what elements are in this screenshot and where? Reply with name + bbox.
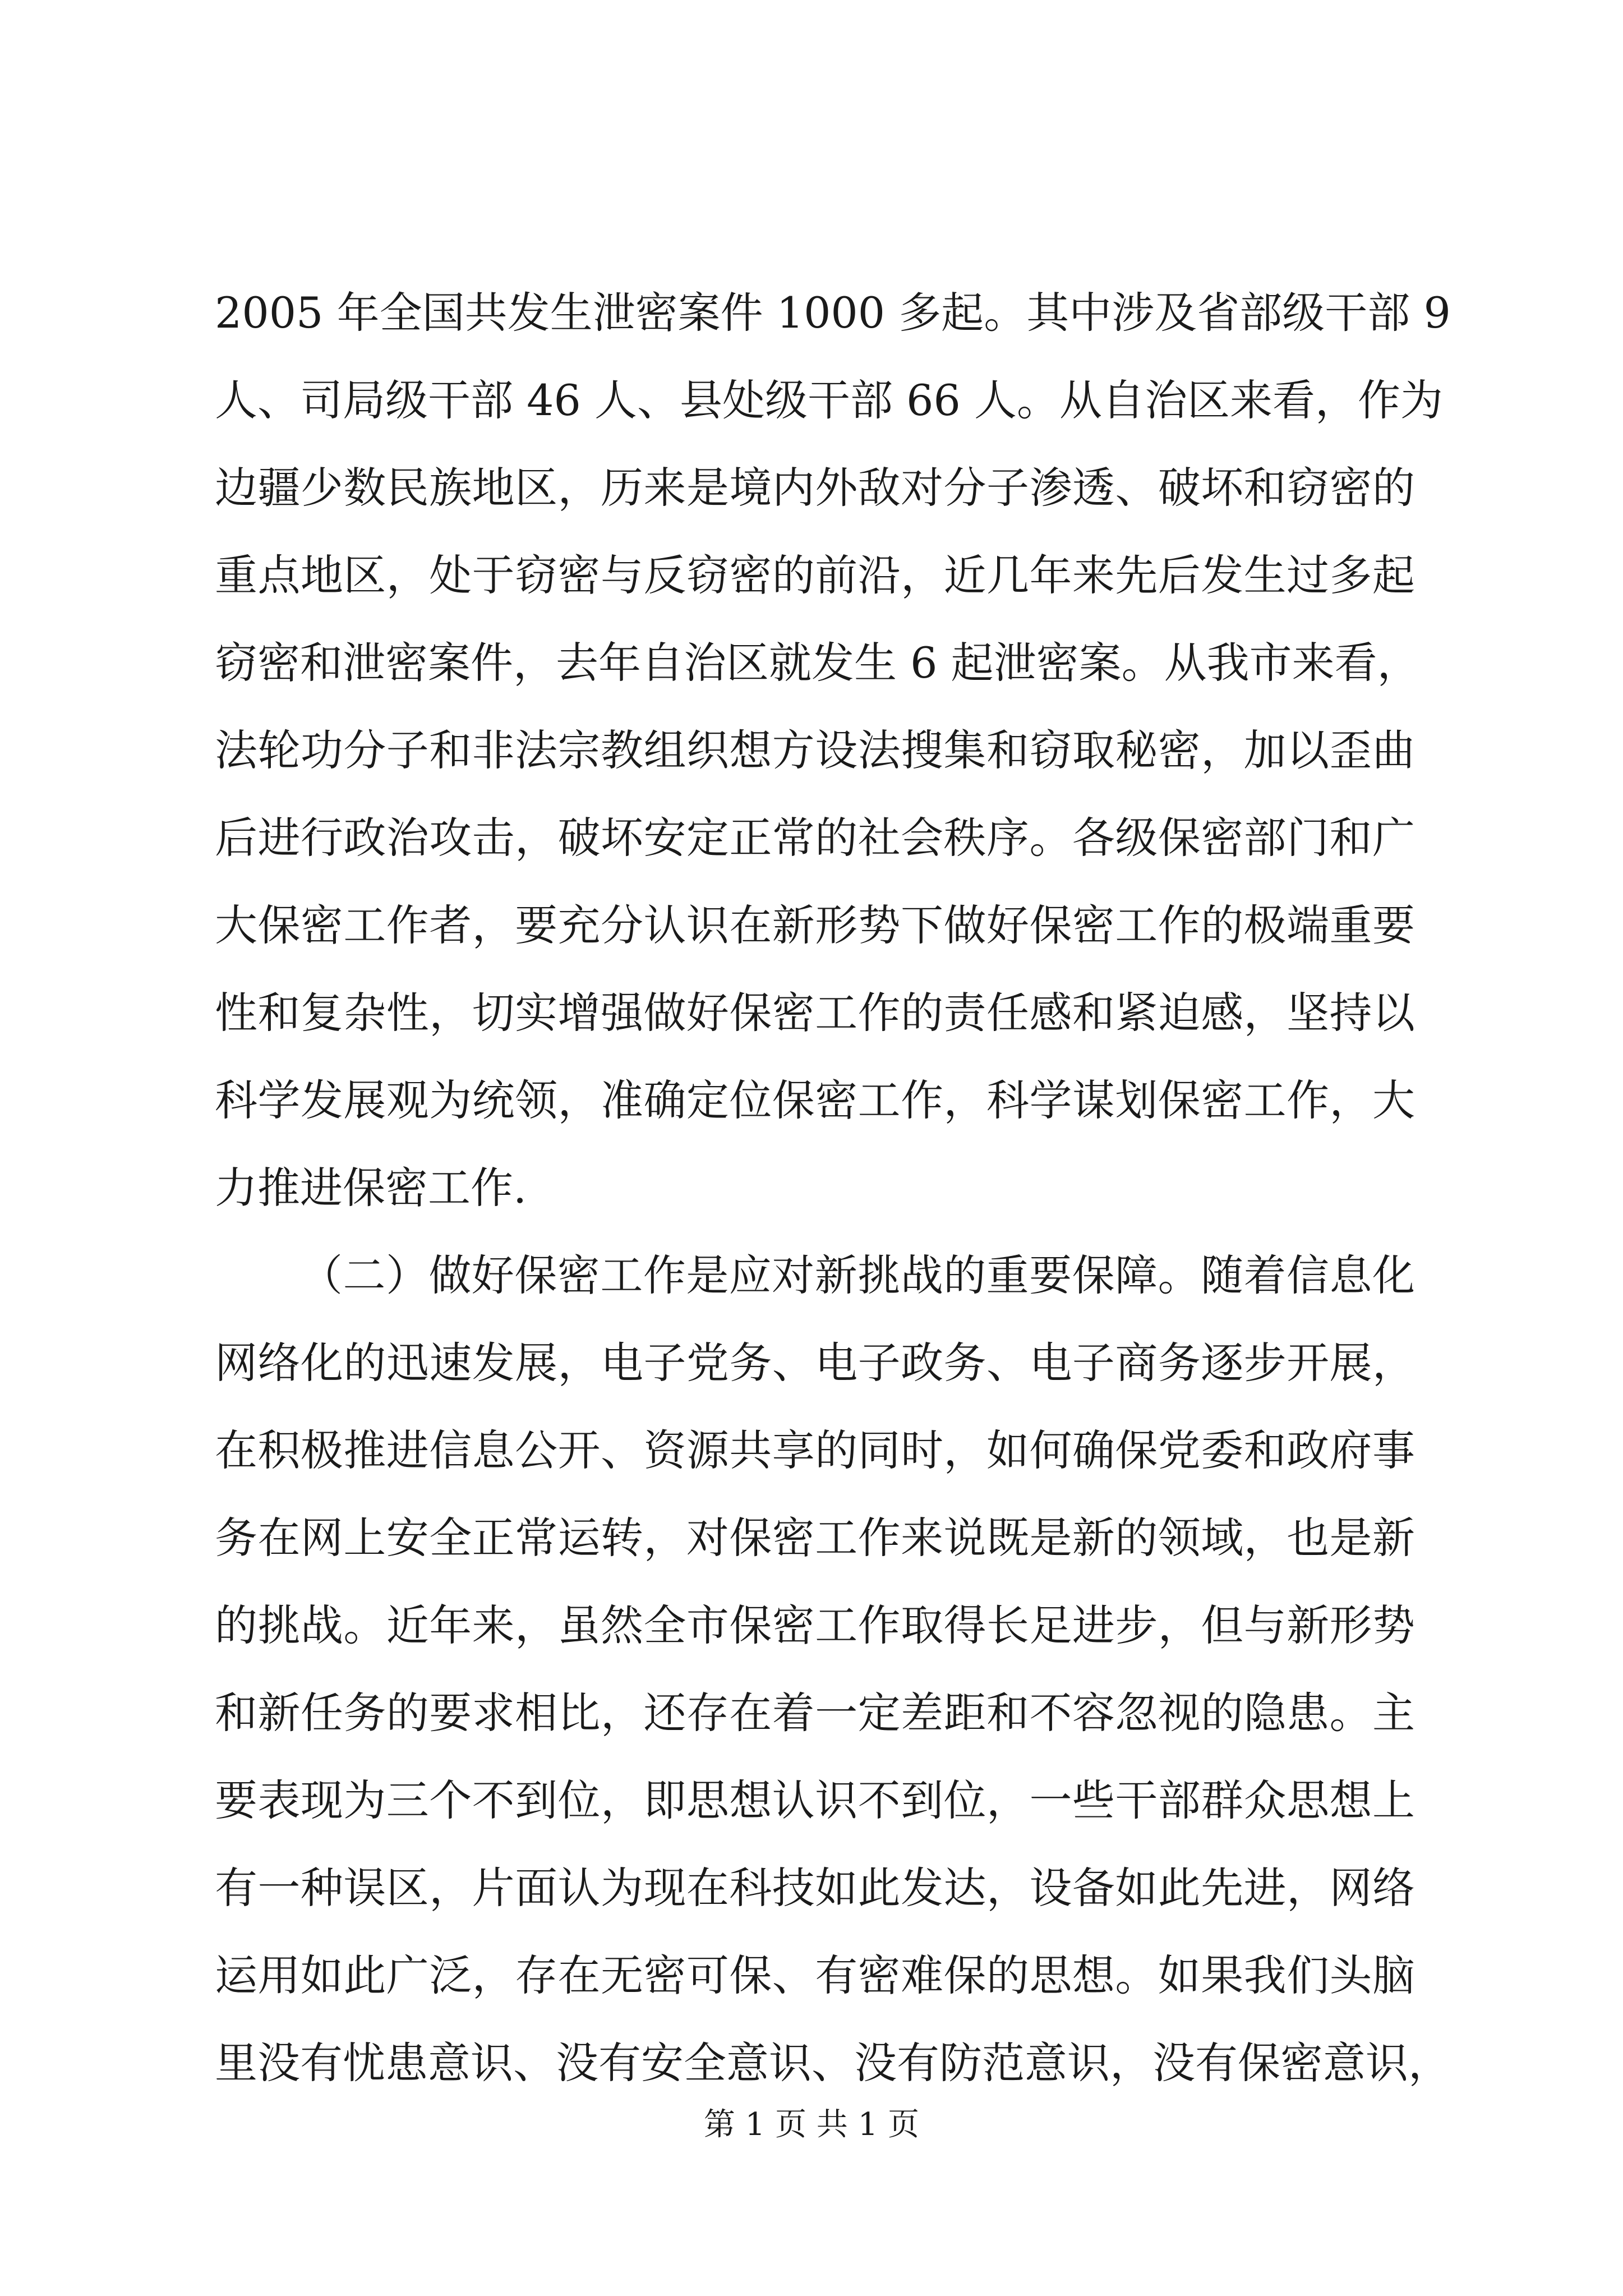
paragraph-2-line-10: 里没有忧患意识、没有安全意识、没有防范意识，没有保密意识，: [215, 2038, 1451, 2088]
paragraph-2-line-5: 的挑战。近年来，虽然全市保密工作取得长足进步，但与新形势: [215, 1600, 1415, 1650]
paragraph-1-line-2: 人、司局级干部 46 人、县处级干部 66 人。从自治区来看，作为: [215, 375, 1444, 425]
paragraph-2-line-3: 在积极推进信息公开、资源共享的同时，如何确保党委和政府事: [215, 1425, 1415, 1475]
paragraph-1-line-6: 法轮功分子和非法宗教组织想方设法搜集和窃取秘密，加以歪曲: [215, 725, 1415, 775]
paragraph-1-line-9: 性和复杂性，切实增强做好保密工作的责任感和紧迫感，坚持以: [215, 988, 1415, 1038]
paragraph-2-line-9: 运用如此广泛，存在无密可保、有密难保的思想。如果我们头脑: [215, 1950, 1415, 2000]
body-text: [215, 269, 1451, 2107]
paragraph-1-line-1: 2005 年全国共发生泄密案件 1000 多起。其中涉及省部级干部 9: [215, 288, 1451, 338]
paragraph-2-line-4: 务在网上安全正常运转，对保密工作来说既是新的领域，也是新: [215, 1513, 1415, 1563]
paragraph-1-line-5: 窃密和泄密案件，去年自治区就发生 6 起泄密案。从我市来看，: [215, 638, 1420, 688]
paragraph-2-line-1: （二）做好保密工作是应对新挑战的重要保障。随着信息化: [300, 1250, 1415, 1300]
paragraph-2-line-8: 有一种误区，片面认为现在科技如此发达，设备如此先进，网络: [215, 1863, 1415, 1913]
paragraph-1-line-3: 边疆少数民族地区，历来是境内外敌对分子渗透、破坏和窃密的: [215, 463, 1415, 513]
paragraph-1-line-7: 后进行政治攻击，破坏安定正常的社会秩序。各级保密部门和广: [215, 813, 1415, 863]
page-footer: [0, 2102, 1623, 2147]
paragraph-1-line-8: 大保密工作者，要充分认识在新形势下做好保密工作的极端重要: [215, 900, 1415, 950]
paragraph-1-line-10: 科学发展观为统领，准确定位保密工作，科学谋划保密工作，大: [215, 1075, 1415, 1125]
paragraph-2-line-6: 和新任务的要求相比，还存在着一定差距和不容忽视的隐患。主: [215, 1688, 1415, 1738]
paragraph-2-line-7: 要表现为三个不到位，即思想认识不到位，一些干部群众思想上: [215, 1775, 1415, 1825]
paragraph-1-line-4: 重点地区，处于窃密与反窃密的前沿，近几年来先后发生过多起: [215, 550, 1415, 600]
page-number-label: 第 1 页 共 1 页: [703, 2106, 920, 2143]
paragraph-2-line-2: 网络化的迅速发展，电子党务、电子政务、电子商务逐步开展，: [215, 1338, 1415, 1388]
paragraph-1-line-11: 力推进保密工作.: [215, 1163, 527, 1213]
